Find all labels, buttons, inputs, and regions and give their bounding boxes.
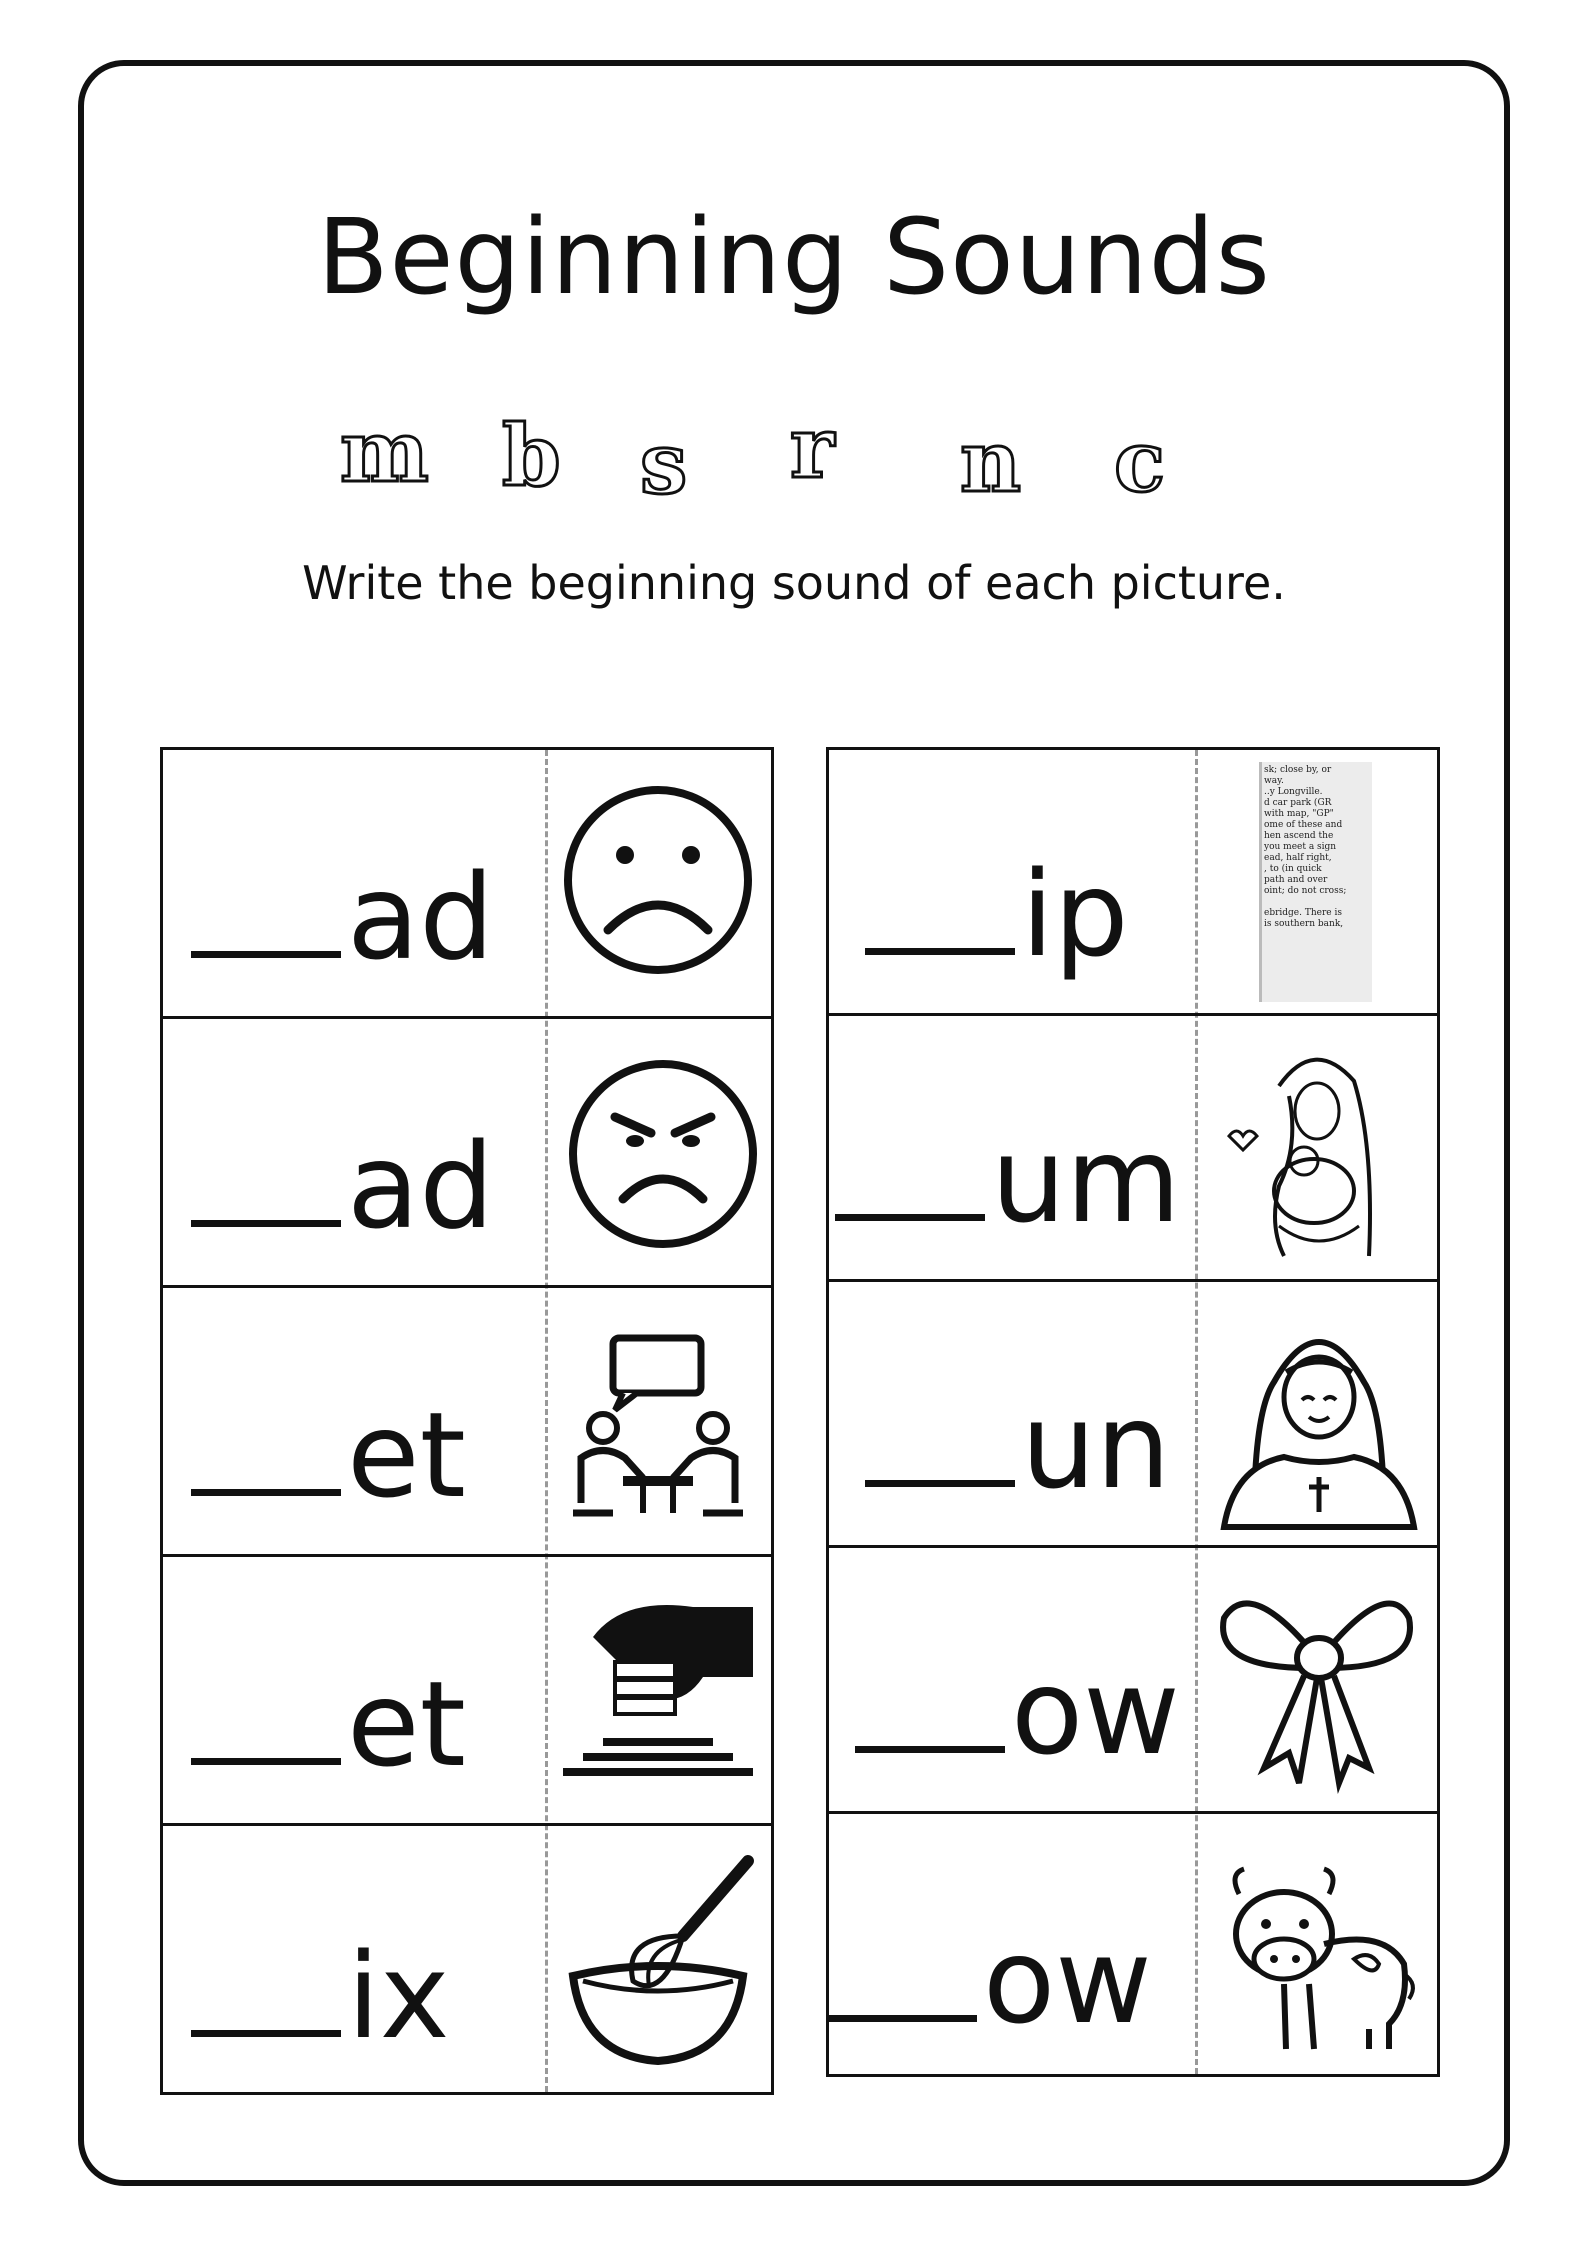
list-item [829,1016,1437,1282]
word-ending: ad [347,848,495,986]
list-item [163,750,771,1019]
cow-icon [1214,1824,1424,2069]
list-item [829,750,1437,1016]
word-blank[interactable] [865,1377,1171,1515]
word-ending: et [347,1386,466,1524]
letter-n: n [960,412,1022,511]
right-column [826,747,1440,2077]
list-item [829,1814,1437,2080]
word-ending: um [991,1111,1181,1249]
word-ending: ix [347,1927,450,2065]
word-blank[interactable] [191,1655,466,1793]
nun-icon [1214,1292,1424,1537]
word-ending: et [347,1655,466,1793]
answer-blank[interactable] [191,941,341,958]
answer-blank[interactable] [835,1204,985,1221]
word-ending: ip [1021,845,1129,983]
hand-placing-brick-icon [553,1567,763,1812]
answer-blank[interactable] [855,1736,1005,1753]
word-ending: un [1021,1377,1171,1515]
answer-blank[interactable] [865,1470,1015,1487]
word-blank[interactable] [191,1117,495,1255]
page-title: Beginning Sounds [317,196,1271,318]
left-column [160,747,774,2095]
word-ending: ow [983,1912,1152,2050]
list-item [163,1826,771,2095]
letter-bank [0,400,1588,520]
letter-c: c [1114,412,1166,511]
instructions: Write the beginning sound of each picture. [302,556,1286,610]
meeting-people-icon [553,1298,763,1543]
list-item [829,1282,1437,1548]
list-item [163,1288,771,1557]
sad-face-icon [553,760,763,1005]
word-blank[interactable] [191,1386,466,1524]
answer-blank[interactable] [191,1479,341,1496]
word-ending: ad [347,1117,495,1255]
word-blank[interactable] [191,848,495,986]
list-item [163,1019,771,1288]
answer-blank[interactable] [865,938,1015,955]
angry-face-icon [553,1029,763,1274]
list-item [163,1557,771,1826]
bow-ribbon-icon [1209,1558,1419,1803]
letter-r: r [790,398,835,497]
answer-blank[interactable] [191,2020,341,2037]
torn-paper-strip-icon [1259,762,1372,1002]
word-blank[interactable] [827,1912,1152,2050]
list-item [829,1548,1437,1814]
answer-blank[interactable] [191,1748,341,1765]
letter-s: s [640,414,688,513]
paper-strip-text: sk; close by, or way. ..y Longville. d car park (GR with map, "GP" ome of these and hen ascend the you meet a sign ead, half right, , to (in quick path and over oint; do not cross; ebridge. There is is southern bank, [1264,765,1347,929]
mother-with-baby-icon [1209,1026,1419,1271]
word-ending: ow [1011,1643,1180,1781]
letter-b: b [502,406,561,505]
whisk-bowl-icon [553,1836,763,2081]
word-blank[interactable] [865,845,1129,983]
answer-blank[interactable] [191,1210,341,1227]
answer-blank[interactable] [827,2005,977,2022]
word-blank[interactable] [835,1111,1181,1249]
word-blank[interactable] [855,1643,1180,1781]
word-blank[interactable] [191,1927,450,2065]
letter-m: m [340,402,429,501]
